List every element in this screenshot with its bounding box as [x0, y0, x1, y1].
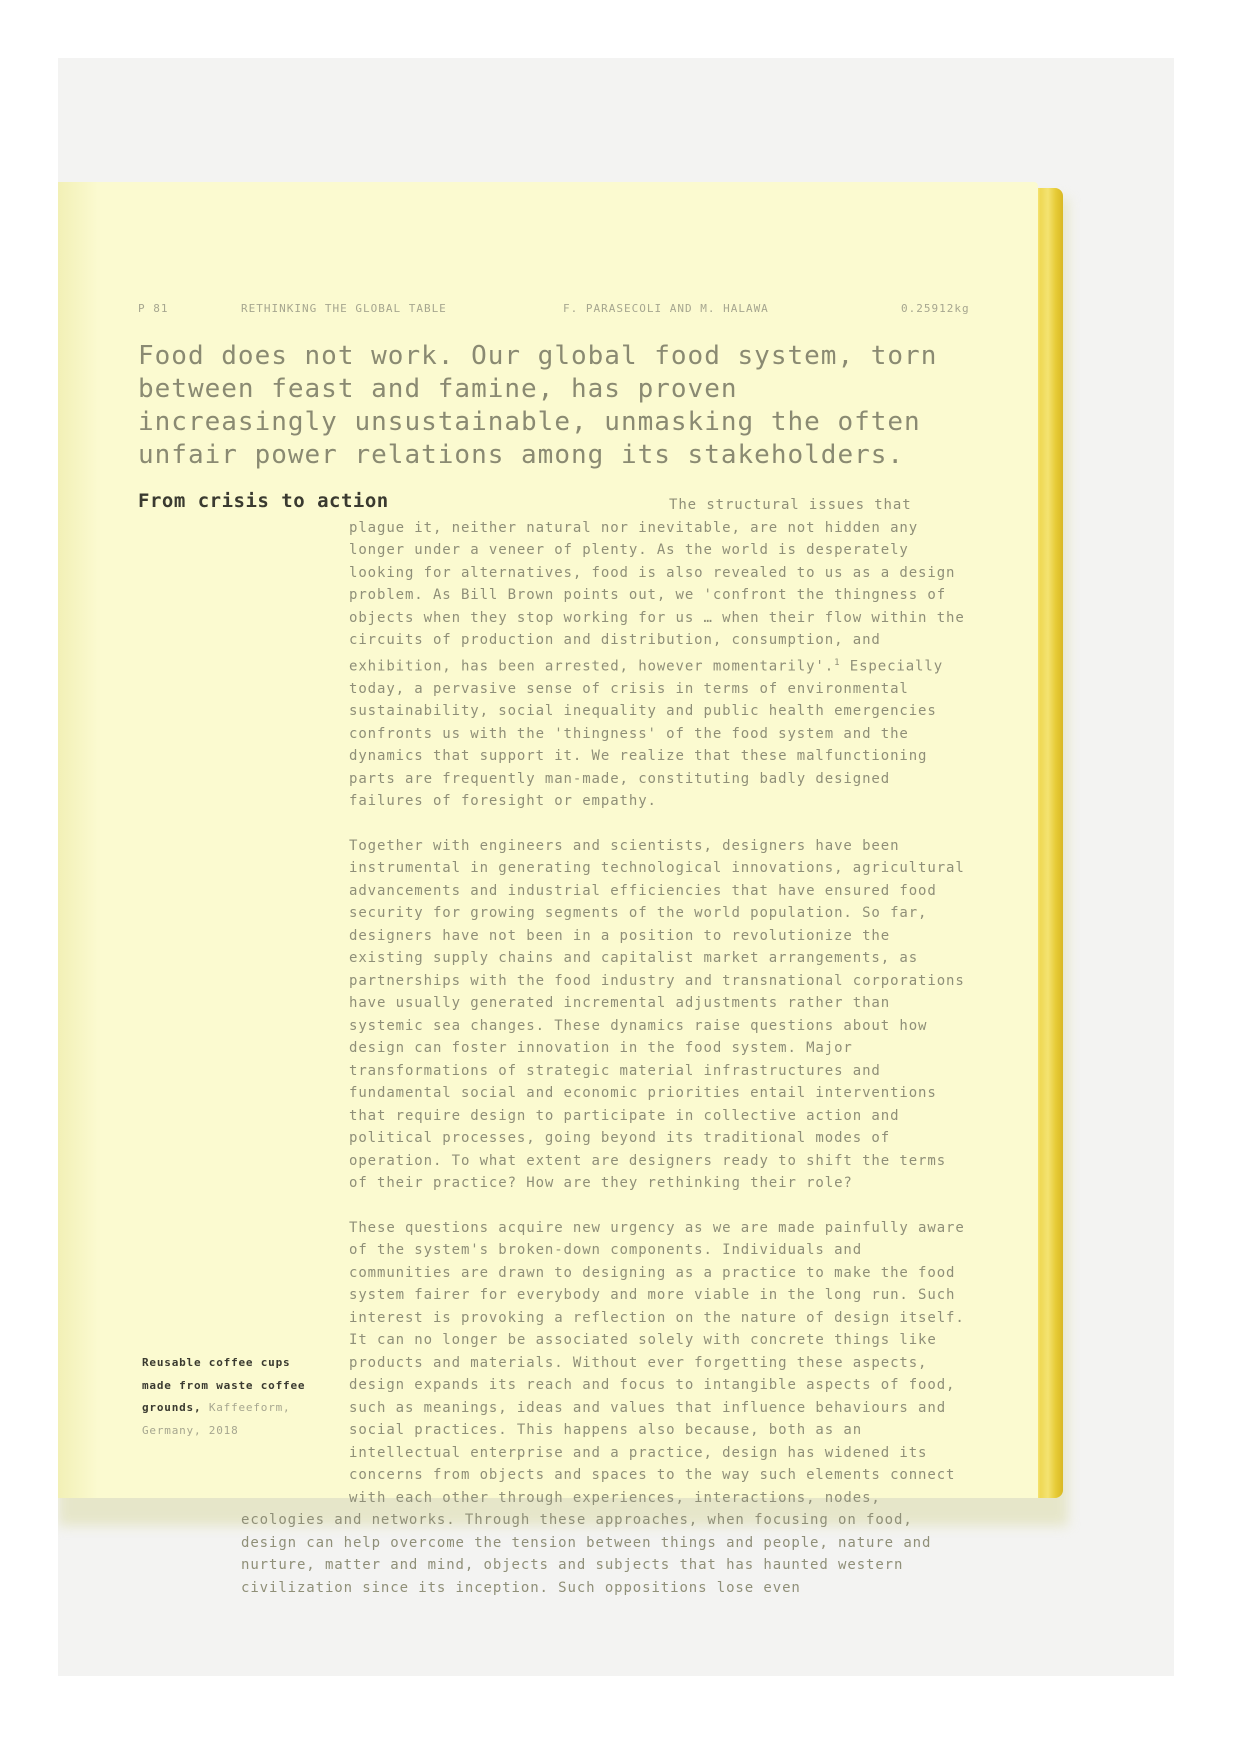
intro-paragraph: Food does not work. Our global food system, torn between feast and famine, has proven increasingly unsustainable, unmasking the often unfair power relations among its stakeholders.: [138, 341, 938, 470]
book-title: RETHINKING THE GLOBAL TABLE: [241, 302, 447, 315]
authors: F. PARASECOLI AND M. HALAWA: [563, 302, 769, 315]
paragraph-1: [241, 494, 969, 813]
page-number: P 81: [138, 302, 169, 315]
image-caption: [142, 1352, 320, 1442]
book-page: [58, 182, 1038, 1596]
body-text: [241, 494, 969, 1621]
caption-details: Kaffeeform, Germany, 2018: [142, 1401, 291, 1437]
caption-space: [241, 1494, 349, 1495]
section-heading: From crisis to action: [138, 490, 389, 512]
page-gutter: [58, 182, 98, 1498]
paragraph-1-text: The structural issues that plague it, neither natural nor inevitable, are not hidden any longer under a veneer of plenty. As the world is desperately looking for alternatives, food is also revealed to us as a design problem. As Bill Brown points out, we 'confront the thingness of objects when they stop working for us … when their flow within the circuits of production and distribution, consumption, and exhibition, has been arrested, however momentarily'.: [349, 497, 965, 675]
photo-background: [58, 58, 1174, 1676]
paragraph-2: Together with engineers and scientists, designers have been instrumental in generating technological innovations, agricultural advancements and industrial efficiencies that have ensured food security for growing segments of the world population. So far, designers have not been in a position to revolutionize the existing supply chains and capitalist market arrangements, as partnerships with the food industry and transnational corporations have usually generated incremental adjustments rather than systemic sea changes. These dynamics raise questions about how design can foster innovation in the food system. Major transformations of strategic material infrastructures and fundamental social and economic priorities entail interventions that require design to participate in collective action and political processes, going beyond its traditional modes of operation. To what extent are designers ready to shift the terms of their practice? How are they rethinking their role?: [349, 837, 965, 1192]
book-weight: 0.25912kg: [901, 302, 970, 315]
footnote-marker: 1: [834, 657, 841, 668]
caption-title: Reusable coffee cups made from waste coffee grounds,: [142, 1356, 306, 1414]
paragraph-1-continued: Especially today, a pervasive sense of crisis in terms of environmental sustainability, social inequality and public health emergencies confronts us with the 'thingness' of the food system and the dynamics that support it. We realize that these malfunctioning parts are frequently man-made, constituting badly designed failures of foresight or empathy.: [349, 658, 944, 810]
paragraph-3: These questions acquire new urgency as we are made painfully aware of the system's broken-down components. Individuals and communities are drawn to designing as a practice to make the food system fairer for everybody and more viable in the long run. Such interest is provoking a reflection on the nature of design itself. It can no longer be associated solely with concrete things like products and materials. Without ever forgetting these aspects, design expands its reach and focus to intangible aspects of food, such as meanings, ideas and values that influence behaviours and social practices. This happens also because, both as an intellectual enterprise and a practice, design has widened its concerns from objects and spaces to the way such elements connect with each other through experiences, interactions, nodes, ecologies and networks. Through these approaches, when focusing on food, design can help overcome the tension between things and people, nature and nurture, matter and mind, objects and subjects that has haunted western civilization since its inception. Such oppositions lose even: [241, 1219, 965, 1596]
